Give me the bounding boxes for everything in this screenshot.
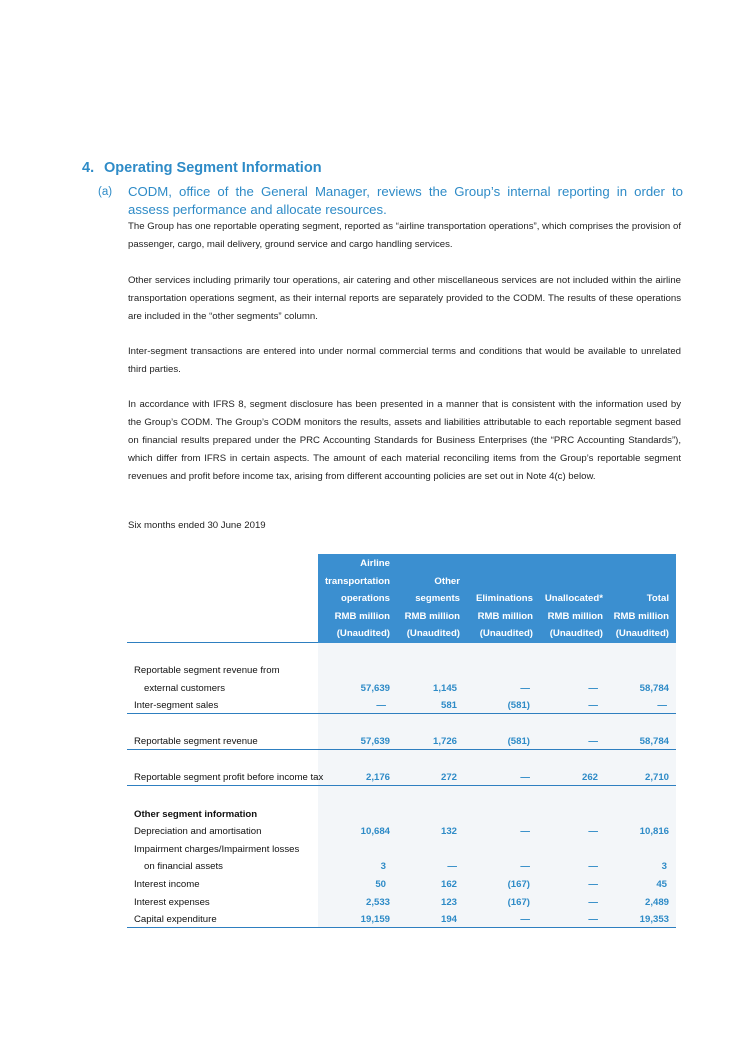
val-capex-unalloc: — [588,914,598,925]
rule-after-inter-segment [127,713,676,714]
val-ie-elim: (167) [507,897,530,908]
subsection-label: (a) [98,186,113,198]
rule-after-profit [127,785,676,786]
val-rev-unalloc: — [588,736,598,747]
val-ii-airline: 50 [375,879,386,890]
val-profit-unalloc: 262 [581,772,598,783]
row-label-financial-assets: on financial assets [144,861,223,872]
val-profit-elim: — [520,772,530,783]
row-label-profit: Reportable segment profit before income tax [134,772,324,783]
val-inter-elim: (581) [507,700,530,711]
val-imp-other: — [447,861,457,872]
val-inter-unalloc: — [588,700,598,711]
paragraph-1: The Group has one reportable operating segment, reported as “airline transportation operations”, which comprises the provision of passenger, cargo, mail delivery, ground service and cargo handling services. [128,221,681,250]
section-title: Operating Segment Information [104,160,322,176]
val-ii-total: 45 [656,879,667,890]
val-ie-unalloc: — [588,897,598,908]
val-capex-elim: — [520,914,530,925]
val-profit-total: 2,710 [644,772,669,783]
header-rule [127,642,318,643]
val-imp-airline: 3 [380,861,386,872]
val-profit-airline: 2,176 [365,772,390,783]
val-ext-other: 1,145 [432,683,457,694]
row-label-revenue-from: Reportable segment revenue from [134,665,280,676]
row-label-segment-revenue: Reportable segment revenue [134,736,258,747]
rule-after-revenue [127,749,676,750]
col-header-other: Other segments RMB million (Unaudited) [404,575,460,640]
paragraph-3: Inter-segment transactions are entered into under normal commercial terms and conditions that would be available to unrelated third parties. [128,346,681,375]
val-rev-airline: 57,639 [360,736,390,747]
val-ie-airline: 2,533 [365,897,390,908]
paragraph-2: Other services including primarily tour operations, air catering and other miscellaneous services are not included within the airline transportation operations segment, as their internal reports are separately provided to the CODM. The results of these operations are included in the “other segments” column. [128,275,681,322]
row-label-capex: Capital expenditure [134,914,217,925]
val-ie-total: 2,489 [644,897,669,908]
val-imp-total: 3 [661,861,667,872]
val-ie-other: 123 [440,897,457,908]
val-profit-other: 272 [440,772,457,783]
col-header-unallocated: Unallocated* RMB million (Unaudited) [544,593,603,640]
val-inter-airline: — [376,700,386,711]
col-header-airline: Airline transportation operations RMB million (Unaudited) [324,558,390,640]
val-capex-total: 19,353 [639,914,669,925]
subsection-text: CODM, office of the General Manager, reviews the Group’s internal reporting in order to assess performance and allocate resources. [128,184,683,217]
row-label-inter-segment: Inter-segment sales [134,700,219,711]
section-heading [82,160,322,176]
val-rev-elim: (581) [507,736,530,747]
paragraph-4: In accordance with IFRS 8, segment disclosure has been presented in a manner that is consistent with the information used by the Group’s CODM. The Group’s CODM monitors the results, assets and liabilities attributable to each reportable segment based on financial results prepared under the PRC Accounting Standards for Business Enterprises (the “PRC Accounting Standards”), which differ from IFRS in certain aspects. The amount of each material reconciling items from the Group’s reportable segment revenues and profit before income tax, arising from different accounting policies are set out in Note 4(c) below. [128,399,681,482]
val-dep-total: 10,816 [639,826,669,837]
val-ii-unalloc: — [588,879,598,890]
row-label-external-customers: external customers [144,683,226,694]
period-caption: Six months ended 30 June 2019 [128,520,266,531]
col-header-total: Total RMB million (Unaudited) [613,593,669,640]
col-header-eliminations: Eliminations RMB million (Unaudited) [475,593,533,640]
val-inter-other: 581 [440,700,457,711]
val-ext-unalloc: — [588,683,598,694]
rule-table-bottom [127,927,676,928]
val-ext-airline: 57,639 [360,683,390,694]
row-label-interest-income: Interest income [134,879,200,890]
row-label-other-info: Other segment information [134,809,258,820]
val-dep-elim: — [520,826,530,837]
row-label-interest-expenses: Interest expenses [134,897,210,908]
val-inter-total: — [657,700,667,711]
val-ext-total: 58,784 [639,683,669,694]
subsection [98,183,683,219]
val-dep-airline: 10,684 [360,826,390,837]
row-label-depreciation: Depreciation and amortisation [134,826,262,837]
val-imp-elim: — [520,861,530,872]
val-ii-elim: (167) [507,879,530,890]
row-label-impairment: Impairment charges/Impairment losses [134,844,300,855]
val-rev-other: 1,726 [432,736,457,747]
val-capex-other: 194 [440,914,457,925]
val-capex-airline: 19,159 [360,914,390,925]
val-ext-elim: — [520,683,530,694]
val-imp-unalloc: — [588,861,598,872]
val-dep-other: 132 [440,826,457,837]
val-rev-total: 58,784 [639,736,669,747]
val-dep-unalloc: — [588,826,598,837]
val-ii-other: 162 [440,879,457,890]
section-number: 4. [82,160,95,176]
